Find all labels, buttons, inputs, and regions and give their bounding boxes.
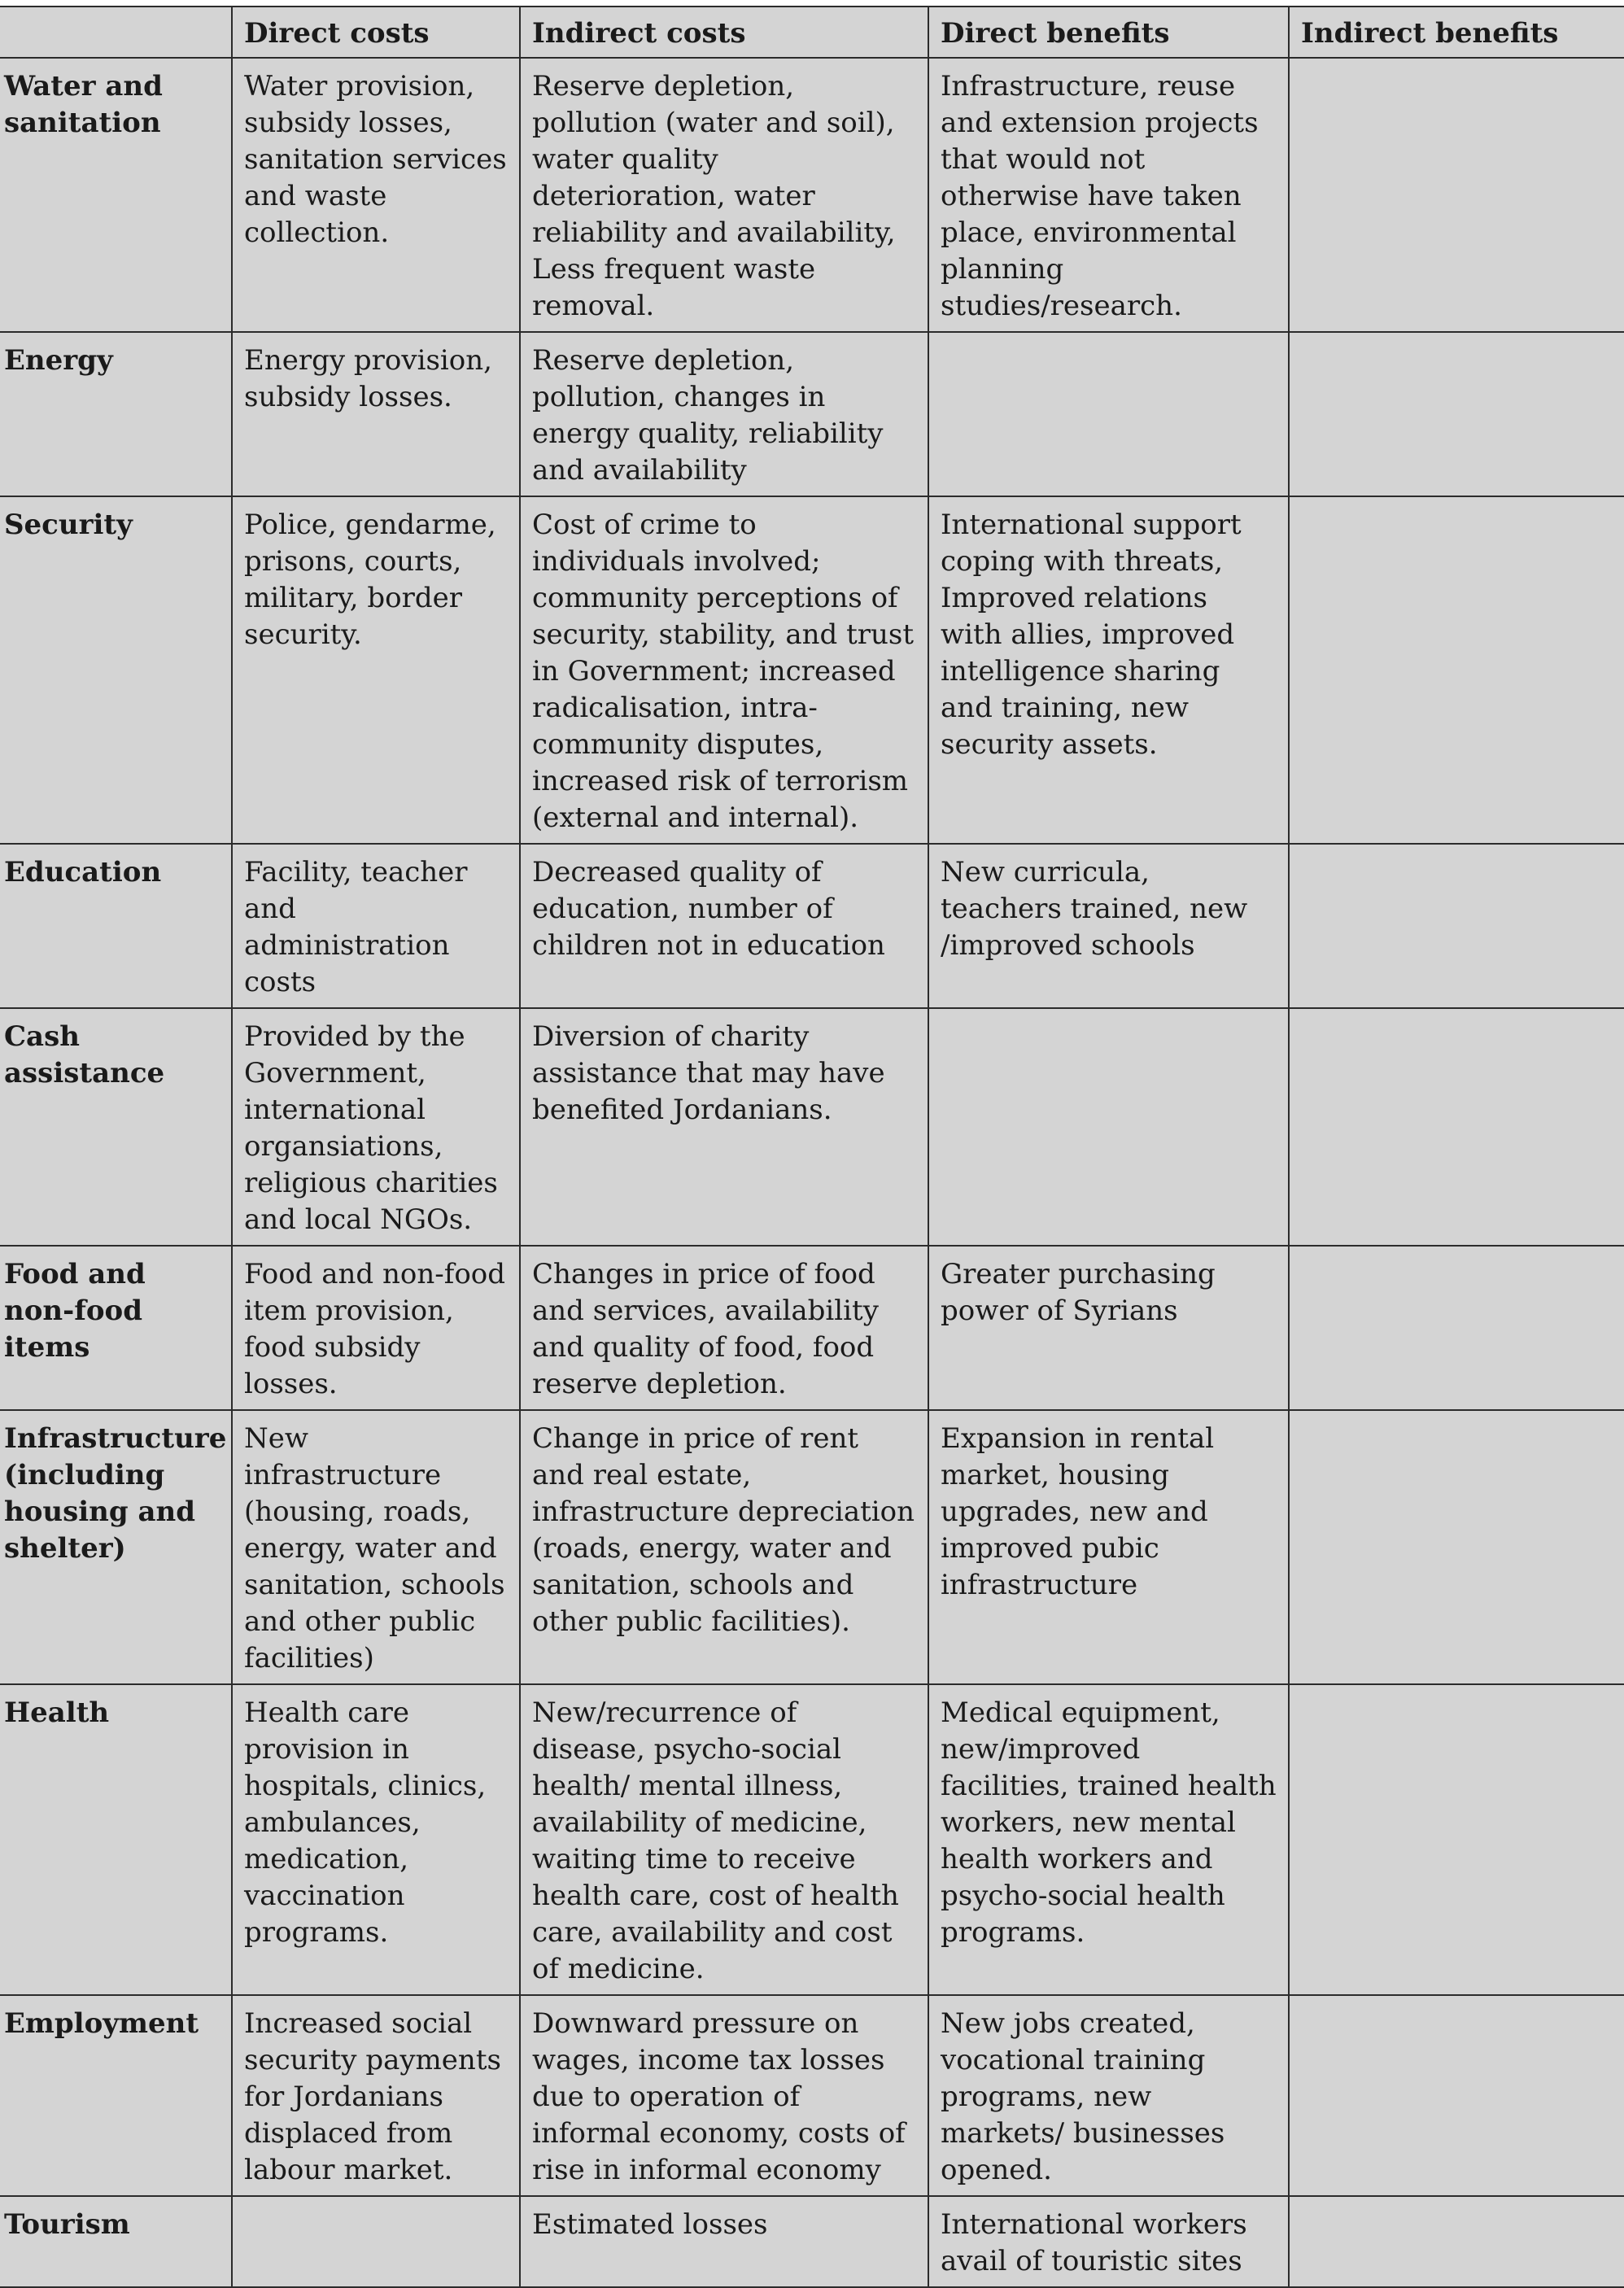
cell-indirect-benefits (1289, 2196, 1624, 2287)
cell-direct-costs (232, 2196, 520, 2287)
cell-indirect-costs: Estimated losses (520, 2196, 928, 2287)
cell-indirect-benefits (1289, 58, 1624, 332)
cell-direct-costs: Water provision, subsidy losses, sanitation services and waste collection. (232, 58, 520, 332)
cell-direct-benefits: International workers avail of touristic sites (928, 2196, 1289, 2287)
cell-indirect-benefits (1289, 844, 1624, 1008)
table-row-employment (0, 1995, 1624, 2196)
cell-direct-costs: Increased social security payments for Jordanians displaced from labour market. (232, 1995, 520, 2196)
cell-direct-costs: Health care provision in hospitals, clinics, ambulances, medication, vaccination programs. (232, 1684, 520, 1995)
cell-direct-benefits (928, 332, 1289, 496)
header-row (0, 7, 1624, 58)
header-indirect-costs: Indirect costs (520, 7, 928, 58)
cell-direct-benefits: Greater purchasing power of Syrians (928, 1246, 1289, 1410)
cost-benefit-table (0, 6, 1624, 2288)
cell-direct-benefits: New jobs created, vocational training programs, new markets/ businesses opened. (928, 1995, 1289, 2196)
table-row-tourism (0, 2196, 1624, 2287)
cell-indirect-costs: Decreased quality of education, number of children not in education (520, 844, 928, 1008)
table-row-cash-assistance (0, 1008, 1624, 1246)
cell-indirect-benefits (1289, 1410, 1624, 1684)
table-row-water-and-sanitation (0, 58, 1624, 332)
cell-direct-costs: Energy provision, subsidy losses. (232, 332, 520, 496)
header-sector (0, 7, 232, 58)
cell-indirect-benefits (1289, 1008, 1624, 1246)
cell-direct-costs: Food and non-food item provision, food subsidy losses. (232, 1246, 520, 1410)
row-heading: Infrastructure (including housing and shelter) (0, 1410, 232, 1684)
cell-direct-benefits: Infrastructure, reuse and extension projects that would not otherwise have taken place, environmental planning studies/research. (928, 58, 1289, 332)
cell-direct-costs: New infrastructure (housing, roads, energy, water and sanitation, schools and other public facilities) (232, 1410, 520, 1684)
cell-indirect-benefits (1289, 332, 1624, 496)
cell-indirect-costs: Reserve depletion, pollution (water and soil), water quality deterioration, water reliability and availability, Less frequent waste removal. (520, 58, 928, 332)
row-heading: Cash assistance (0, 1008, 232, 1246)
cell-direct-benefits: Expansion in rental market, housing upgrades, new and improved pubic infrastructure (928, 1410, 1289, 1684)
cell-indirect-costs: Change in price of rent and real estate, infrastructure depreciation (roads, energy, water and sanitation, schools and other public facilities). (520, 1410, 928, 1684)
cell-direct-costs: Police, gendarme, prisons, courts, military, border security. (232, 496, 520, 844)
row-heading: Food and non-food items (0, 1246, 232, 1410)
cell-indirect-costs: Diversion of charity assistance that may have benefited Jordanians. (520, 1008, 928, 1246)
cell-direct-costs: Facility, teacher and administration costs (232, 844, 520, 1008)
table-row-food-and-non-food-items (0, 1246, 1624, 1410)
table-row-education (0, 844, 1624, 1008)
cell-direct-benefits: International support coping with threats, Improved relations with allies, improved intelligence sharing and training, new security assets. (928, 496, 1289, 844)
row-heading: Health (0, 1684, 232, 1995)
row-heading: Employment (0, 1995, 232, 2196)
cell-direct-costs: Provided by the Government, international organsiations, religious charities and local NGOs. (232, 1008, 520, 1246)
table-row-health (0, 1684, 1624, 1995)
row-heading: Education (0, 844, 232, 1008)
cell-indirect-benefits (1289, 1684, 1624, 1995)
cell-indirect-benefits (1289, 496, 1624, 844)
cell-indirect-costs: Reserve depletion, pollution, changes in energy quality, reliability and availability (520, 332, 928, 496)
cell-indirect-costs: Cost of crime to individuals involved; community perceptions of security, stability, and trust in Government; increased radicalisation, intra-community disputes, increased risk of terrorism (external and internal). (520, 496, 928, 844)
cell-direct-benefits: New curricula, teachers trained, new /improved schools (928, 844, 1289, 1008)
header-direct-benefits: Direct benefits (928, 7, 1289, 58)
row-heading: Security (0, 496, 232, 844)
cell-indirect-benefits (1289, 1995, 1624, 2196)
table-row-infrastructure (0, 1410, 1624, 1684)
row-heading: Water and sanitation (0, 58, 232, 332)
cell-direct-benefits: Medical equipment, new/improved facilities, trained health workers, new mental health workers and psycho-social health programs. (928, 1684, 1289, 1995)
header-direct-costs: Direct costs (232, 7, 520, 58)
cell-indirect-costs: New/recurrence of disease, psycho-social health/ mental illness, availability of medicine, waiting time to receive health care, cost of health care, availability and cost of medicine. (520, 1684, 928, 1995)
table-row-energy (0, 332, 1624, 496)
cell-direct-benefits (928, 1008, 1289, 1246)
row-heading: Energy (0, 332, 232, 496)
header-indirect-benefits: Indirect benefits (1289, 7, 1624, 58)
cell-indirect-costs: Downward pressure on wages, income tax losses due to operation of informal economy, costs of rise in informal economy (520, 1995, 928, 2196)
cell-indirect-benefits (1289, 1246, 1624, 1410)
cell-indirect-costs: Changes in price of food and services, availability and quality of food, food reserve depletion. (520, 1246, 928, 1410)
table-row-security (0, 496, 1624, 844)
row-heading: Tourism (0, 2196, 232, 2287)
